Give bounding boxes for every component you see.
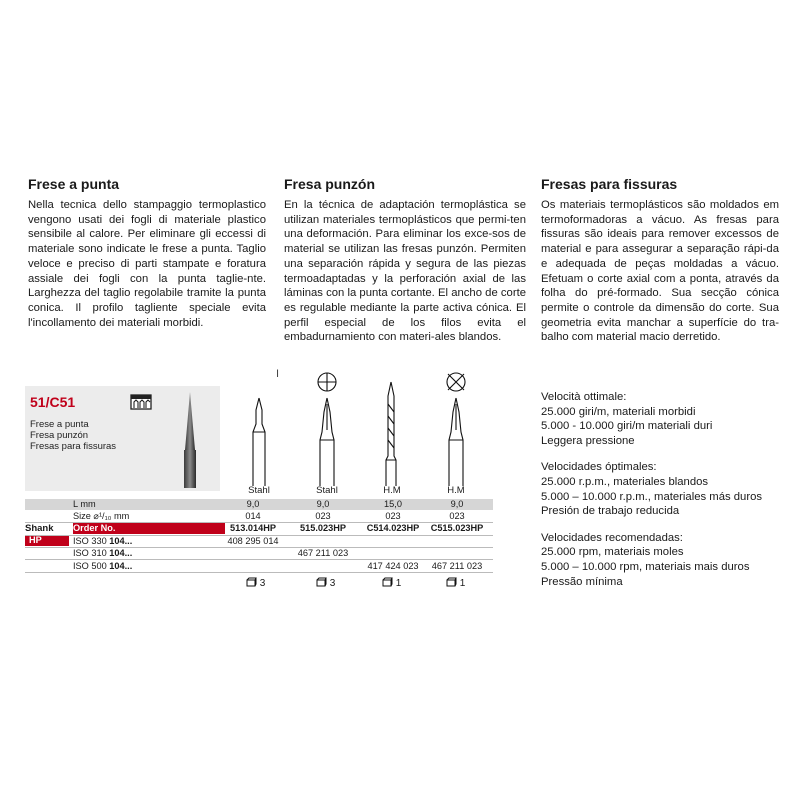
speed-block-spanish: Velocidades óptimales: 25.000 r.p.m., materiales blandos 5.000 – 10.000 r.p.m., materiales más duros Presión de trabajo reducida: [541, 461, 763, 518]
package-icon: [382, 577, 393, 587]
tool-material: Stahl: [316, 485, 338, 496]
row-length: L mm 9,0 9,0 15,0 9,0: [25, 499, 493, 510]
tool-drawings: [230, 368, 490, 488]
column-portuguese: [541, 176, 779, 345]
pack-size: 3: [316, 577, 335, 589]
column-body: Os materiais termoplásticos são moldados em termoformadoras a vácuo. As fresas para fissuras são ideais para remover excessos de material e para assegurar a separação rápi-da e adequada de peças moldadas a vácuo. Efetuam o corte axial com a ponta, através da folha do pré-formado. Sua secção cónica permite o controle da dimensão do corte. Sua geometria evita manchar a superfície do tra-balho com material macio derretido.: [541, 199, 780, 344]
product-photo: [170, 388, 210, 488]
tool-material: H.M: [447, 485, 465, 496]
column-title: Frese a punta: [28, 176, 120, 192]
package-icon: [316, 577, 327, 587]
pack-size: 1: [446, 577, 465, 589]
column-title: Fresa punzón: [284, 176, 376, 192]
column-spanish: [284, 176, 526, 345]
row-order-label: Order No.: [73, 523, 225, 534]
pack-size: 1: [382, 577, 401, 589]
product-names: Frese a punta Fresa punzón Fresas para fissuras: [30, 419, 117, 452]
tool-513-drawing: [253, 398, 265, 486]
column-title: Fresas para fissuras: [541, 176, 678, 192]
row-order: 513.014HP 515.023HP C514.023HP C515.023HP: [230, 523, 484, 533]
tool-515-drawing: [318, 373, 336, 486]
row-iso330: ISO 330 104... 408 295 014: [25, 535, 493, 548]
pack-size: 3: [246, 577, 265, 589]
product-panel: [25, 386, 220, 491]
tool-C515-drawing: [447, 373, 465, 486]
column-body: En la técnica de adaptación termoplástica se utilizan materiales termoplásticos que permi-ten una deformación. Para eliminar los exce-sos de material se utilizan las fresas punzón. Permiten una separación rápida y segura de las piezas termoadaptadas y la perforación axial de las láminas con la punta cortante. El ancho de corte es regulable mediante la parte activa cónica. El perfil especial de los filos evita el embadurnamiento con materi-ales blandos.: [284, 199, 527, 344]
column-body: Nella tecnica dello stampaggio termoplastico vengono usati dei fogli di materiale plastico sensibile al calore. Per eliminare gli eccessi di materiale sono indicate le frese a punta. Taglio veloce e preciso di parti stampate e foratura assiale dei fogli con la punta taglie-nte. Larghezza del taglio regolabile tramite la punta conica. Il profilo tagliente speciale evita l'incollamento dei materiali morbidi.: [28, 199, 267, 329]
package-icon: [446, 577, 457, 587]
row-size: Size ⌀¹/₁₀ mm 014 023 023 023: [25, 511, 493, 523]
speed-recommendations: [541, 390, 781, 601]
row-iso310: ISO 310 104... 467 211 023: [25, 548, 493, 560]
case-icon: [130, 394, 152, 410]
tool-material: H.M: [383, 485, 401, 496]
tool-material: Stahl: [248, 485, 270, 496]
tool-C514-drawing: [386, 382, 396, 486]
product-code: 51/C51: [30, 394, 76, 410]
column-italian: [28, 176, 266, 330]
row-iso500: ISO 500 104... 417 424 023 467 211 023: [25, 561, 493, 573]
speed-block-italian: Velocità ottimale: 25.000 giri/m, materiali morbidi 5.000 - 10.000 giri/m materiali duri Leggera pressione: [541, 391, 713, 447]
shank-label: Shank: [25, 523, 54, 534]
text-cursor-icon: I: [276, 368, 280, 380]
package-icon: [246, 577, 257, 587]
speed-block-portuguese: Velocidades recomendadas: 25.000 rpm, materiais moles 5.000 – 10.000 rpm, materiais mais duros Pressão mínima: [541, 531, 750, 588]
shank-type: HP: [25, 535, 69, 546]
